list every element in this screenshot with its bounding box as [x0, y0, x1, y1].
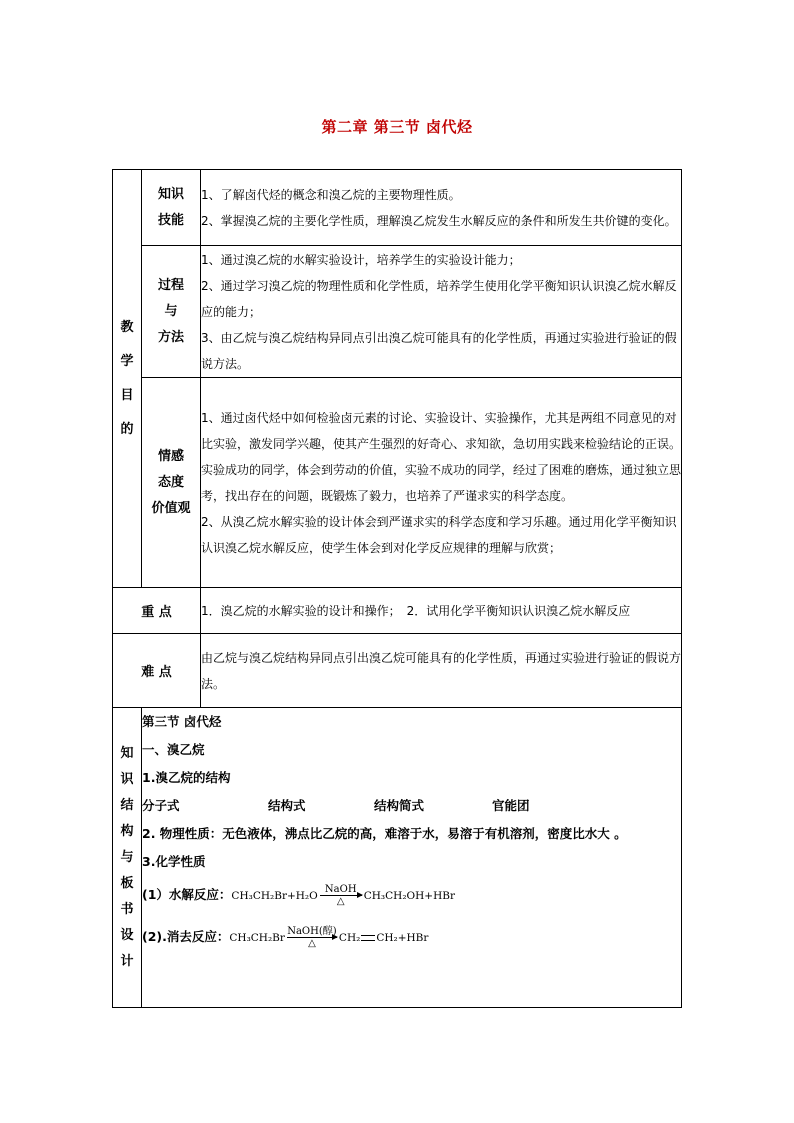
difficulties-label: 难 点	[113, 634, 201, 708]
reaction-hydrolysis: (1）水解反应：CH₃CH₂Br+H₂O NaOH △ CH₃CH₂OH+HBr	[142, 884, 455, 907]
reaction-arrow: NaOH △	[320, 884, 362, 907]
process-item: 3、由乙烷与溴乙烷结构异同点引出溴乙烷可能具有的化学性质，再通过实验进行验证的假说方法。	[201, 330, 677, 371]
key-points-label: 重 点	[113, 588, 201, 634]
knowledge-item: 1、了解卤代烃的概念和溴乙烷的主要物理性质。	[201, 187, 461, 202]
knowledge-item: 2、掌握溴乙烷的主要化学性质，理解溴乙烷发生水解反应的条件和所发生共价键的变化。	[201, 213, 677, 228]
field-structural-formula: 结构式	[268, 798, 306, 813]
process-label: 过程 与 方法	[142, 246, 201, 378]
attitude-content	[201, 378, 682, 588]
structure-fields	[142, 792, 681, 820]
process-content	[201, 246, 682, 378]
attitude-item: 1、通过卤代烃中如何检验卤元素的讨论、实验设计、实验操作，尤其是两组不同意见的对比实验，激发同学兴趣，使其产生强烈的好奇心、求知欲，急切用实践来检验结论的正误。实验成功的同学，体会到劳动的价值，实验不成功的同学，经过了困难的磨炼，通过独立思考，找出存在的问题，既锻炼了毅力，也培养了严谨求实的科学态度。	[201, 410, 682, 503]
knowledge-content	[201, 170, 682, 246]
section-title: 第三节 卤代烃	[142, 714, 222, 729]
board-content	[142, 708, 682, 1008]
attitude-label: 情感 态度 价值观	[142, 378, 201, 588]
field-molecular-formula: 分子式	[142, 798, 180, 813]
process-item: 2、通过学习溴乙烷的物理性质和化学性质，培养学生使用化学平衡知识认识溴乙烷水解反应的能力；	[201, 278, 677, 319]
double-bond-icon	[361, 935, 375, 941]
objectives-label: 教 学 目 的	[113, 170, 142, 588]
chemical-properties: 3.化学性质	[142, 854, 206, 869]
reaction-arrow: NaOH(醇) △	[287, 926, 337, 949]
key-points-content: 1．溴乙烷的水解实验的设计和操作； 2．试用化学平衡知识认识溴乙烷水解反应	[201, 588, 682, 634]
heading-bromoethane: 一、溴乙烷	[142, 742, 205, 757]
lesson-plan-table	[112, 169, 682, 1008]
process-item: 1、通过溴乙烷的水解实验设计，培养学生的实验设计能力；	[201, 252, 521, 267]
attitude-item: 2、从溴乙烷水解实验的设计体会到严谨求实的科学态度和学习乐趣。通过用化学平衡知识认识溴乙烷水解反应，使学生体会到对化学反应规律的理解与欣赏；	[201, 514, 677, 555]
heading-structure: 1.溴乙烷的结构	[142, 770, 231, 785]
field-condensed-formula: 结构简式	[374, 798, 425, 813]
knowledge-label: 知识 技能	[142, 170, 201, 246]
field-functional-group: 官能团	[492, 798, 530, 813]
board-design-label: 知 识 结 构 与 板 书 设 计	[113, 708, 142, 1008]
reaction-elimination: (2).消去反应：CH₃CH₂Br NaOH(醇) △ CH₂ CH₂+HBr	[142, 926, 429, 949]
page-title: 第二章 第三节 卤代烃	[321, 118, 473, 136]
difficulties-content: 由乙烷与溴乙烷结构异同点引出溴乙烷可能具有的化学性质，再通过实验进行验证的假说方法。	[201, 634, 682, 708]
physical-properties: 2. 物理性质：无色液体，沸点比乙烷的高，难溶于水，易溶于有机溶剂，密度比水大 。	[142, 826, 627, 841]
